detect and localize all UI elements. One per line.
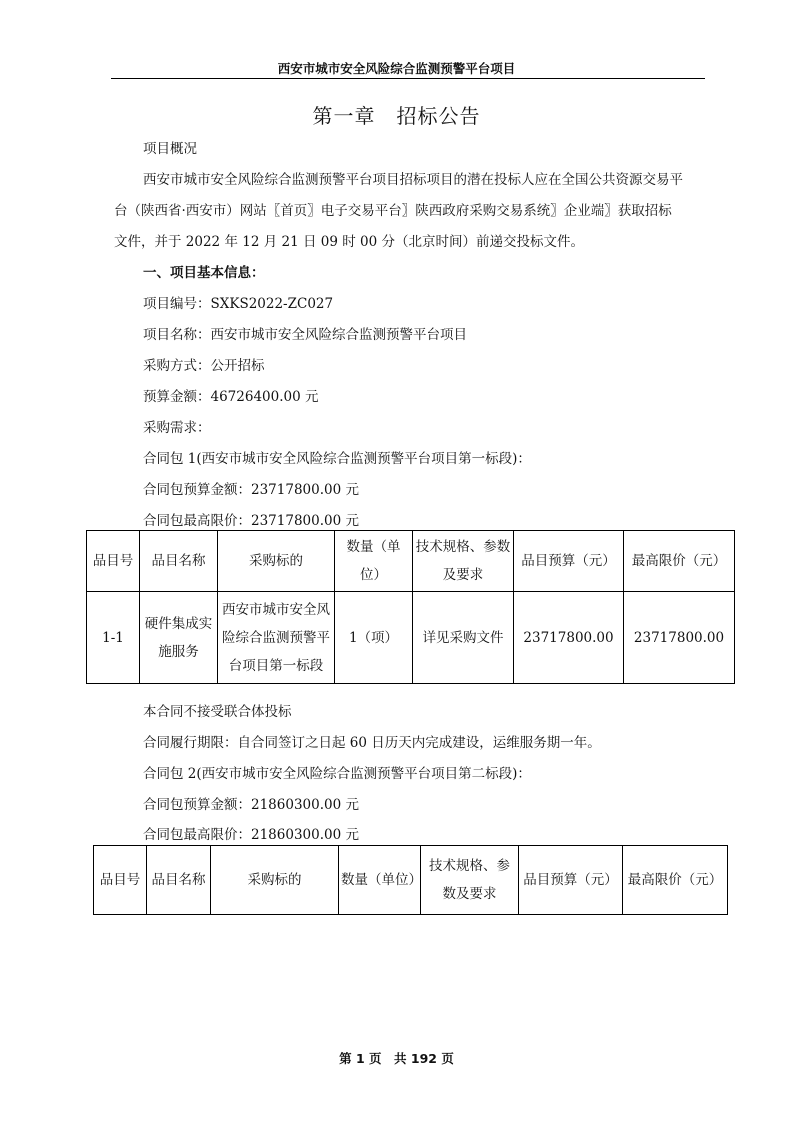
table-header-row (87, 531, 735, 592)
package2-max-price: 合同包最高限价：21860300.00 元 (143, 827, 359, 843)
header-cell: 品目预算（元） (514, 531, 624, 592)
header-cell: 采购标的 (218, 531, 335, 592)
contract-term: 合同履行期限：自合同签订之日起 60 日历天内完成建设，运维服务期一年。 (143, 735, 601, 751)
package2-budget: 合同包预算金额：21860300.00 元 (143, 797, 359, 813)
package1-table (86, 530, 735, 684)
header-cell: 采购标的 (211, 846, 339, 915)
table-cell: 硬件集成实施服务 (140, 592, 218, 684)
table-cell: 1（项） (335, 592, 413, 684)
budget-amount: 预算金额：46726400.00 元 (143, 389, 319, 405)
table-row (87, 592, 735, 684)
header-cell: 数量（单位） (335, 531, 413, 592)
overview-line-1: 西安市城市安全风险综合监测预警平台项目招标项目的潜在投标人应在全国公共资源交易平 (143, 172, 683, 188)
chapter-title: 第一章 招标公告 (312, 104, 481, 128)
project-number: 项目编号：SXKS2022-ZC027 (143, 296, 334, 312)
table-cell: 23717800.00 (624, 592, 735, 684)
joint-bid-note: 本合同不接受联合体投标 (143, 704, 292, 720)
overview-line-3: 文件，并于 2022 年 12 月 21 日 09 时 00 分（北京时间）前递交投标文件。 (114, 234, 584, 250)
table-cell: 23717800.00 (514, 592, 624, 684)
header-cell: 品目号 (94, 846, 147, 915)
section-heading: 一、项目基本信息： (143, 265, 265, 281)
procurement-method: 采购方式：公开招标 (143, 358, 265, 374)
header-cell: 技术规格、参数及要求 (421, 846, 519, 915)
header-cell: 品目名称 (147, 846, 211, 915)
header-cell: 品目预算（元） (519, 846, 623, 915)
overview-heading: 项目概况 (143, 141, 197, 157)
table-cell: 西安市城市安全风险综合监测预警平台项目第一标段 (218, 592, 335, 684)
project-name: 项目名称：西安市城市安全风险综合监测预警平台项目 (143, 327, 467, 343)
header-cell: 品目名称 (140, 531, 218, 592)
package1-title: 合同包 1(西安市城市安全风险综合监测预警平台项目第一标段)： (143, 451, 531, 467)
header-cell: 数量（单位） (339, 846, 421, 915)
page-number: 第 1 页 共 192 页 (339, 1051, 454, 1066)
package1-max-price: 合同包最高限价：23717800.00 元 (143, 513, 359, 529)
table-cell: 1-1 (87, 592, 140, 684)
table-header-row (94, 846, 728, 915)
package2-table (93, 845, 728, 915)
package2-title: 合同包 2(西安市城市安全风险综合监测预警平台项目第二标段)： (143, 766, 531, 782)
header-cell: 品目号 (87, 531, 140, 592)
header-cell: 最高限价（元） (623, 846, 728, 915)
running-header: 西安市城市安全风险综合监测预警平台项目 (277, 61, 516, 76)
header-cell: 最高限价（元） (624, 531, 735, 592)
header-rule (111, 78, 705, 79)
header-cell: 技术规格、参数及要求 (413, 531, 514, 592)
package1-budget: 合同包预算金额：23717800.00 元 (143, 482, 359, 498)
procurement-demand: 采购需求： (143, 420, 211, 436)
table-cell: 详见采购文件 (413, 592, 514, 684)
overview-line-2: 台（陕西省·西安市）网站〖首页〗电子交易平台〗陕西政府采购交易系统〗企业端〗获取招标 (114, 203, 672, 219)
